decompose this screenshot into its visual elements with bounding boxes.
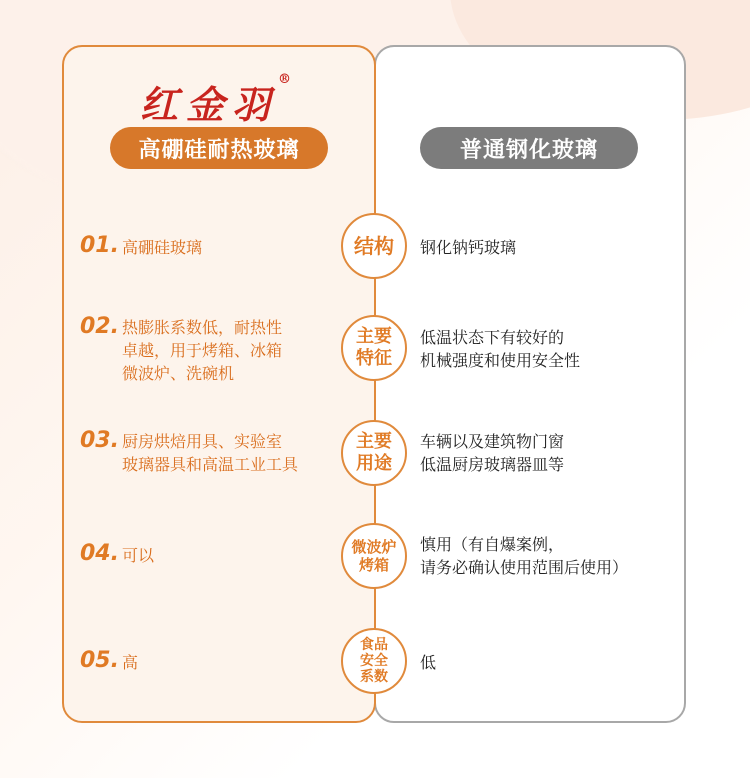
left-text-4: 可以 (122, 546, 155, 565)
left-text-2: 热膨胀系数低，耐热性 卓越，用于烤箱、冰箱 微波炉、洗碗机 (122, 318, 283, 383)
left-text-1: 高硼硅玻璃 (122, 238, 203, 257)
borosilicate-header: 高硼硅耐热玻璃 (110, 127, 328, 169)
right-text-1: 钢化钠钙玻璃 (420, 238, 517, 257)
right-text-2: 低温状态下有较好的 机械强度和使用安全性 (420, 328, 581, 370)
node-food-safety: 食品 安全 系数 (341, 628, 407, 694)
right-text-5: 低 (420, 653, 437, 672)
brand-logo: 红金羽® (140, 72, 292, 127)
row-number-4: 04. (80, 541, 119, 566)
left-text-5: 高 (122, 653, 139, 672)
right-text-4: 慎用（有自爆案例， 请务必确认使用范围后使用） (420, 535, 629, 577)
right-text-3: 车辆以及建筑物门窗 低温厨房玻璃器皿等 (420, 432, 565, 474)
node-structure: 结构 (341, 213, 407, 279)
node-main-uses: 主要 用途 (341, 420, 407, 486)
left-text-3: 厨房烘焙用具、实验室 玻璃器具和高温工业工具 (122, 432, 299, 474)
tempered-header: 普通钢化玻璃 (420, 127, 638, 169)
row-number-1: 01. (80, 233, 119, 258)
node-microwave-oven: 微波炉 烤箱 (341, 523, 407, 589)
row-number-5: 05. (80, 648, 119, 673)
node-main-features: 主要 特征 (341, 315, 407, 381)
row-number-2: 02. (80, 314, 119, 339)
row-number-3: 03. (80, 428, 119, 453)
